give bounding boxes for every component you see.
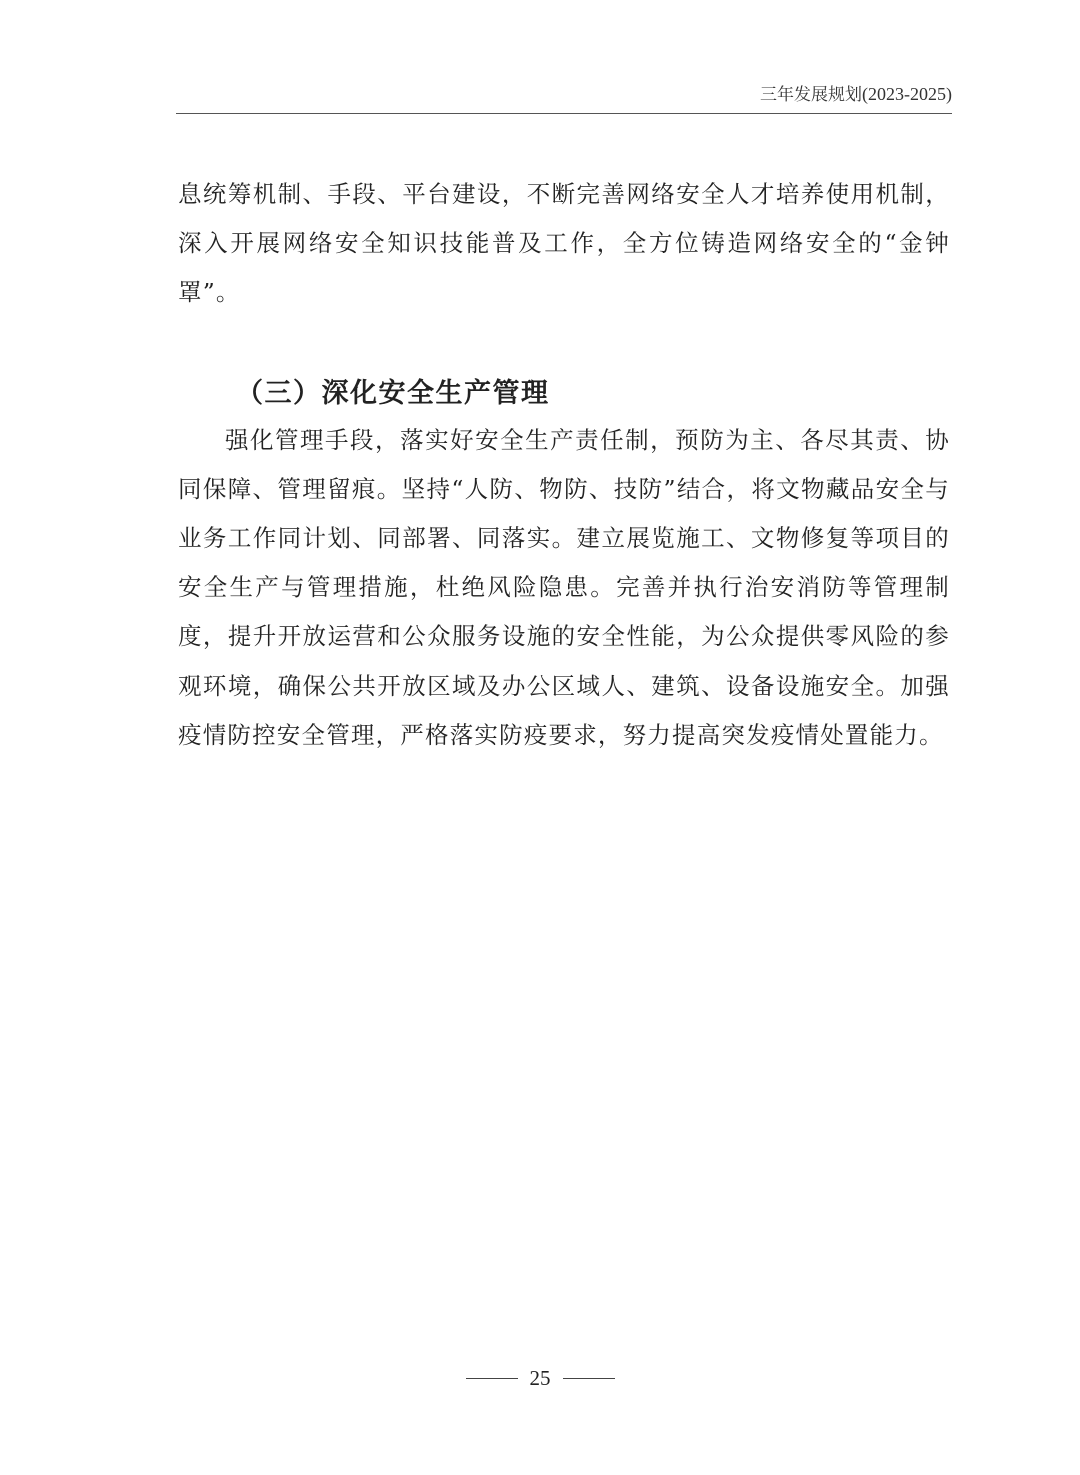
page-content xyxy=(178,170,950,760)
header-title: 三年发展规划 xyxy=(760,85,863,105)
section-paragraph: 强化管理手段，落实好安全生产责任制，预防为主、各尽其责、协同保障、管理留痕。坚持“人防、物防、技防”结合，将文物藏品安全与业务工作同计划、同部署、同落实。建立展览施工、文物修复等项目的安全生产与管理措施，杜绝风险隐患。完善并执行治安消防等管理制度，提升开放运营和公众服务设施的安全性能，为公众提供零风险的参观环境，确保公共开放区域及办公区域人、建筑、设备设施安全。加强疫情防控安全管理，严格落实防疫要求，努力提高突发疫情处置能力。 xyxy=(178,425,950,749)
footer-rule-left xyxy=(466,1378,518,1379)
running-header xyxy=(760,80,952,105)
section-heading: （三）深化安全生产管理 xyxy=(236,377,550,409)
header-rule xyxy=(176,113,952,114)
continuation-paragraph: 息统筹机制、手段、平台建设，不断完善网络安全人才培养使用机制，深入开展网络安全知识技能普及工作，全方位铸造网络安全的“金钟罩”。 xyxy=(178,180,950,307)
footer-rule-right xyxy=(563,1378,615,1379)
page-footer xyxy=(0,1366,1080,1391)
header-year-range: (2023-2025) xyxy=(862,84,952,104)
page-number: 25 xyxy=(529,1366,551,1390)
